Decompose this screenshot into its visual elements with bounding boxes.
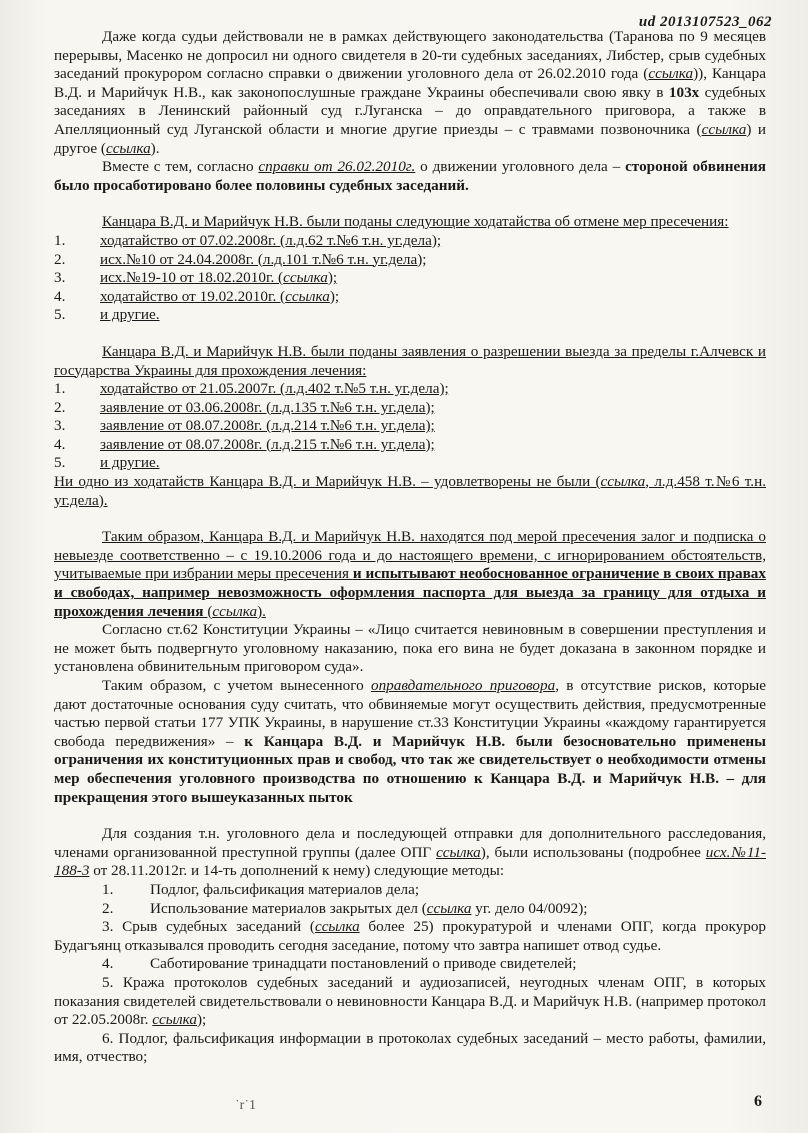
list-item: 2. заявление от 03.06.2008г. (л.д.135 т.№6 т.н. уг.дела); [54,398,435,416]
paragraph-6: Таким образом, с учетом вынесенного оправдательного приговора, в отсутствие рисков, которые дают достаточные основания суду считать, что обвиняемые могут осуществить действия, предусмотренные частью первой статьи 177 УПК Украины, в нарушение ст.33 Конституции Украины «каждому гарантируется свобода передвижения» – к Канцара В.Д. и Марийчук Н.В. были безосновательно применены ограничения их конституционных прав и свобод, что так же свидетельствует о необходимости отмены мер обеспечения уголовного производства по отношению к Канцара В.Д. и Марийчук Н.В. – для прекращения этого вышеуказанных пыток [54,677,766,806]
list2-heading: Канцара В.Д. и Марийчук Н.В. были поданы заявления о разрешении выезда за пределы г.Алчевск и государства Украины для прохождения лечения: [54,342,766,379]
paragraph-2: Вместе с тем, согласно справки от 26.02.2010г. о движении уголовного дела – стороной обвинения было просаботировано более половины судебных заседаний. [54,158,766,194]
paragraph-7: Для создания т.н. уголовного дела и последующей отправки для дополнительного расследования, членами организованной преступной группы (далее ОПГ ссылка), были использованы (подробнее исх.№11-188-3 от 28.11.2012г. и 14-ть дополнений к нему) следующие методы: [54,825,767,880]
document-id-stamp: ud 2013107523_062 [638,14,772,30]
list-item: 5. и другие. [54,306,160,324]
paragraph-3: Ни одно из ходатайств Канцара В.Д. и Марийчук Н.В. – удовлетворены не были (ссылка, л.д.458 т.№6 т.н. уг.дела). [54,473,766,509]
handwritten-mark: ˙r˙1 [235,1098,256,1113]
paragraph-5: Согласно ст.62 Конституции Украины – «Лицо считается невиновным в совершении преступления и не может быть подвергнуто уголовному наказанию, пока его вина не будет доказана в законном порядке и установлена обвинительным приговором суда». [54,621,766,676]
list-item: 4. ходатайство от 19.02.2010г. (ссылка); [54,287,340,305]
list-item: 1. ходатайство от 21.05.2007г. (л.д.402 т.№5 т.н. уг.дела); [54,380,449,398]
list-item: 2. Использование материалов закрытых дел (ссылка уг. дело 04/0092); [102,899,588,917]
paragraph-1: Даже когда судьи действовали не в рамках действующего законодательства (Таранова по 9 месяцев перерывы, Масенко не допросил ни одного свидетеля в 20-ти судебных заседаниях, Либстер, срыв судебных заседаний прокурором согласно справки о движении уголовного дела от 26.02.2010 года (ссылка)), Канцара В.Д. и Марийчук Н.В., как законопослушные граждане Украины обеспечивали свою явку в 103х судебных заседаниях в Ленинский районный суд г.Луганска – до оправдательного приговора, а также в Апелляционный суд Луганской области и многие другие приезды – с травмами позвоночника (ссылка) и другое (ссылка). [54,28,767,157]
list-item: 3. исх.№19-10 от 18.02.2010г. (ссылка); [54,269,338,287]
list-item: 3. заявление от 08.07.2008г. (л.д.214 т.№6 т.н. уг.дела); [54,417,435,435]
list-item: 1. Подлог, фальсификация материалов дела; [102,880,420,898]
list3 [54,881,766,1067]
list-item: 6. Подлог, фальсификация информации в протоколах судебных заседаний – место работы, фамилии, имя, отчество; [54,1029,767,1066]
list1 [54,232,766,325]
list-item: 3. Срыв судебных заседаний (ссылка более 25) прокуратурой и членами ОПГ, когда прокурор Будагъянц отказывался проводить сегодня заседание, потому что завтра напишет отвод судье. [54,918,767,954]
list-item: 1. ходатайство от 07.02.2008г. (л.д.62 т.№6 т.н. уг.дела); [54,231,442,249]
list2 [54,380,766,473]
list-item: 4. заявление от 08.07.2008г. (л.д.215 т.№6 т.н. уг.дела); [54,435,435,453]
list-item: 4. Саботирование тринадцати постановлений о приводе свидетелей; [102,955,577,973]
paragraph-4: Таким образом, Канцара В.Д. и Марийчук Н.В. находятся под мерой пресечения залог и подписка о невыезде соответственно – с 19.10.2006 года и до настоящего времени, с игнорированием обстоятельств, учитываемые при избрании меры пресечения и испытывают необоснованное ограничение в своих правах и свободах, например невозможность оформления паспорта для выезда за границу для отдыха и прохождения лечения (ссылка). [54,528,766,620]
document-body [54,28,766,1067]
list-item: 2. исх.№10 от 24.04.2008г. (л.д.101 т.№6 т.н. уг.дела); [54,250,427,268]
list-item: 5. и другие. [54,454,160,472]
page-number: 6 [754,1093,762,1110]
list-item: 5. Кража протоколов судебных заседаний и аудиозаписей, неугодных членам ОПГ, в которых показания свидетелей свидетельствовали о невиновности Канцара В.Д. и Марийчук Н.В. (например протокол от 22.05.2008г. ссылка); [54,973,767,1029]
list1-heading: Канцара В.Д. и Марийчук Н.В. были поданы следующие ходатайства об отмене мер пресечения: [102,213,729,231]
